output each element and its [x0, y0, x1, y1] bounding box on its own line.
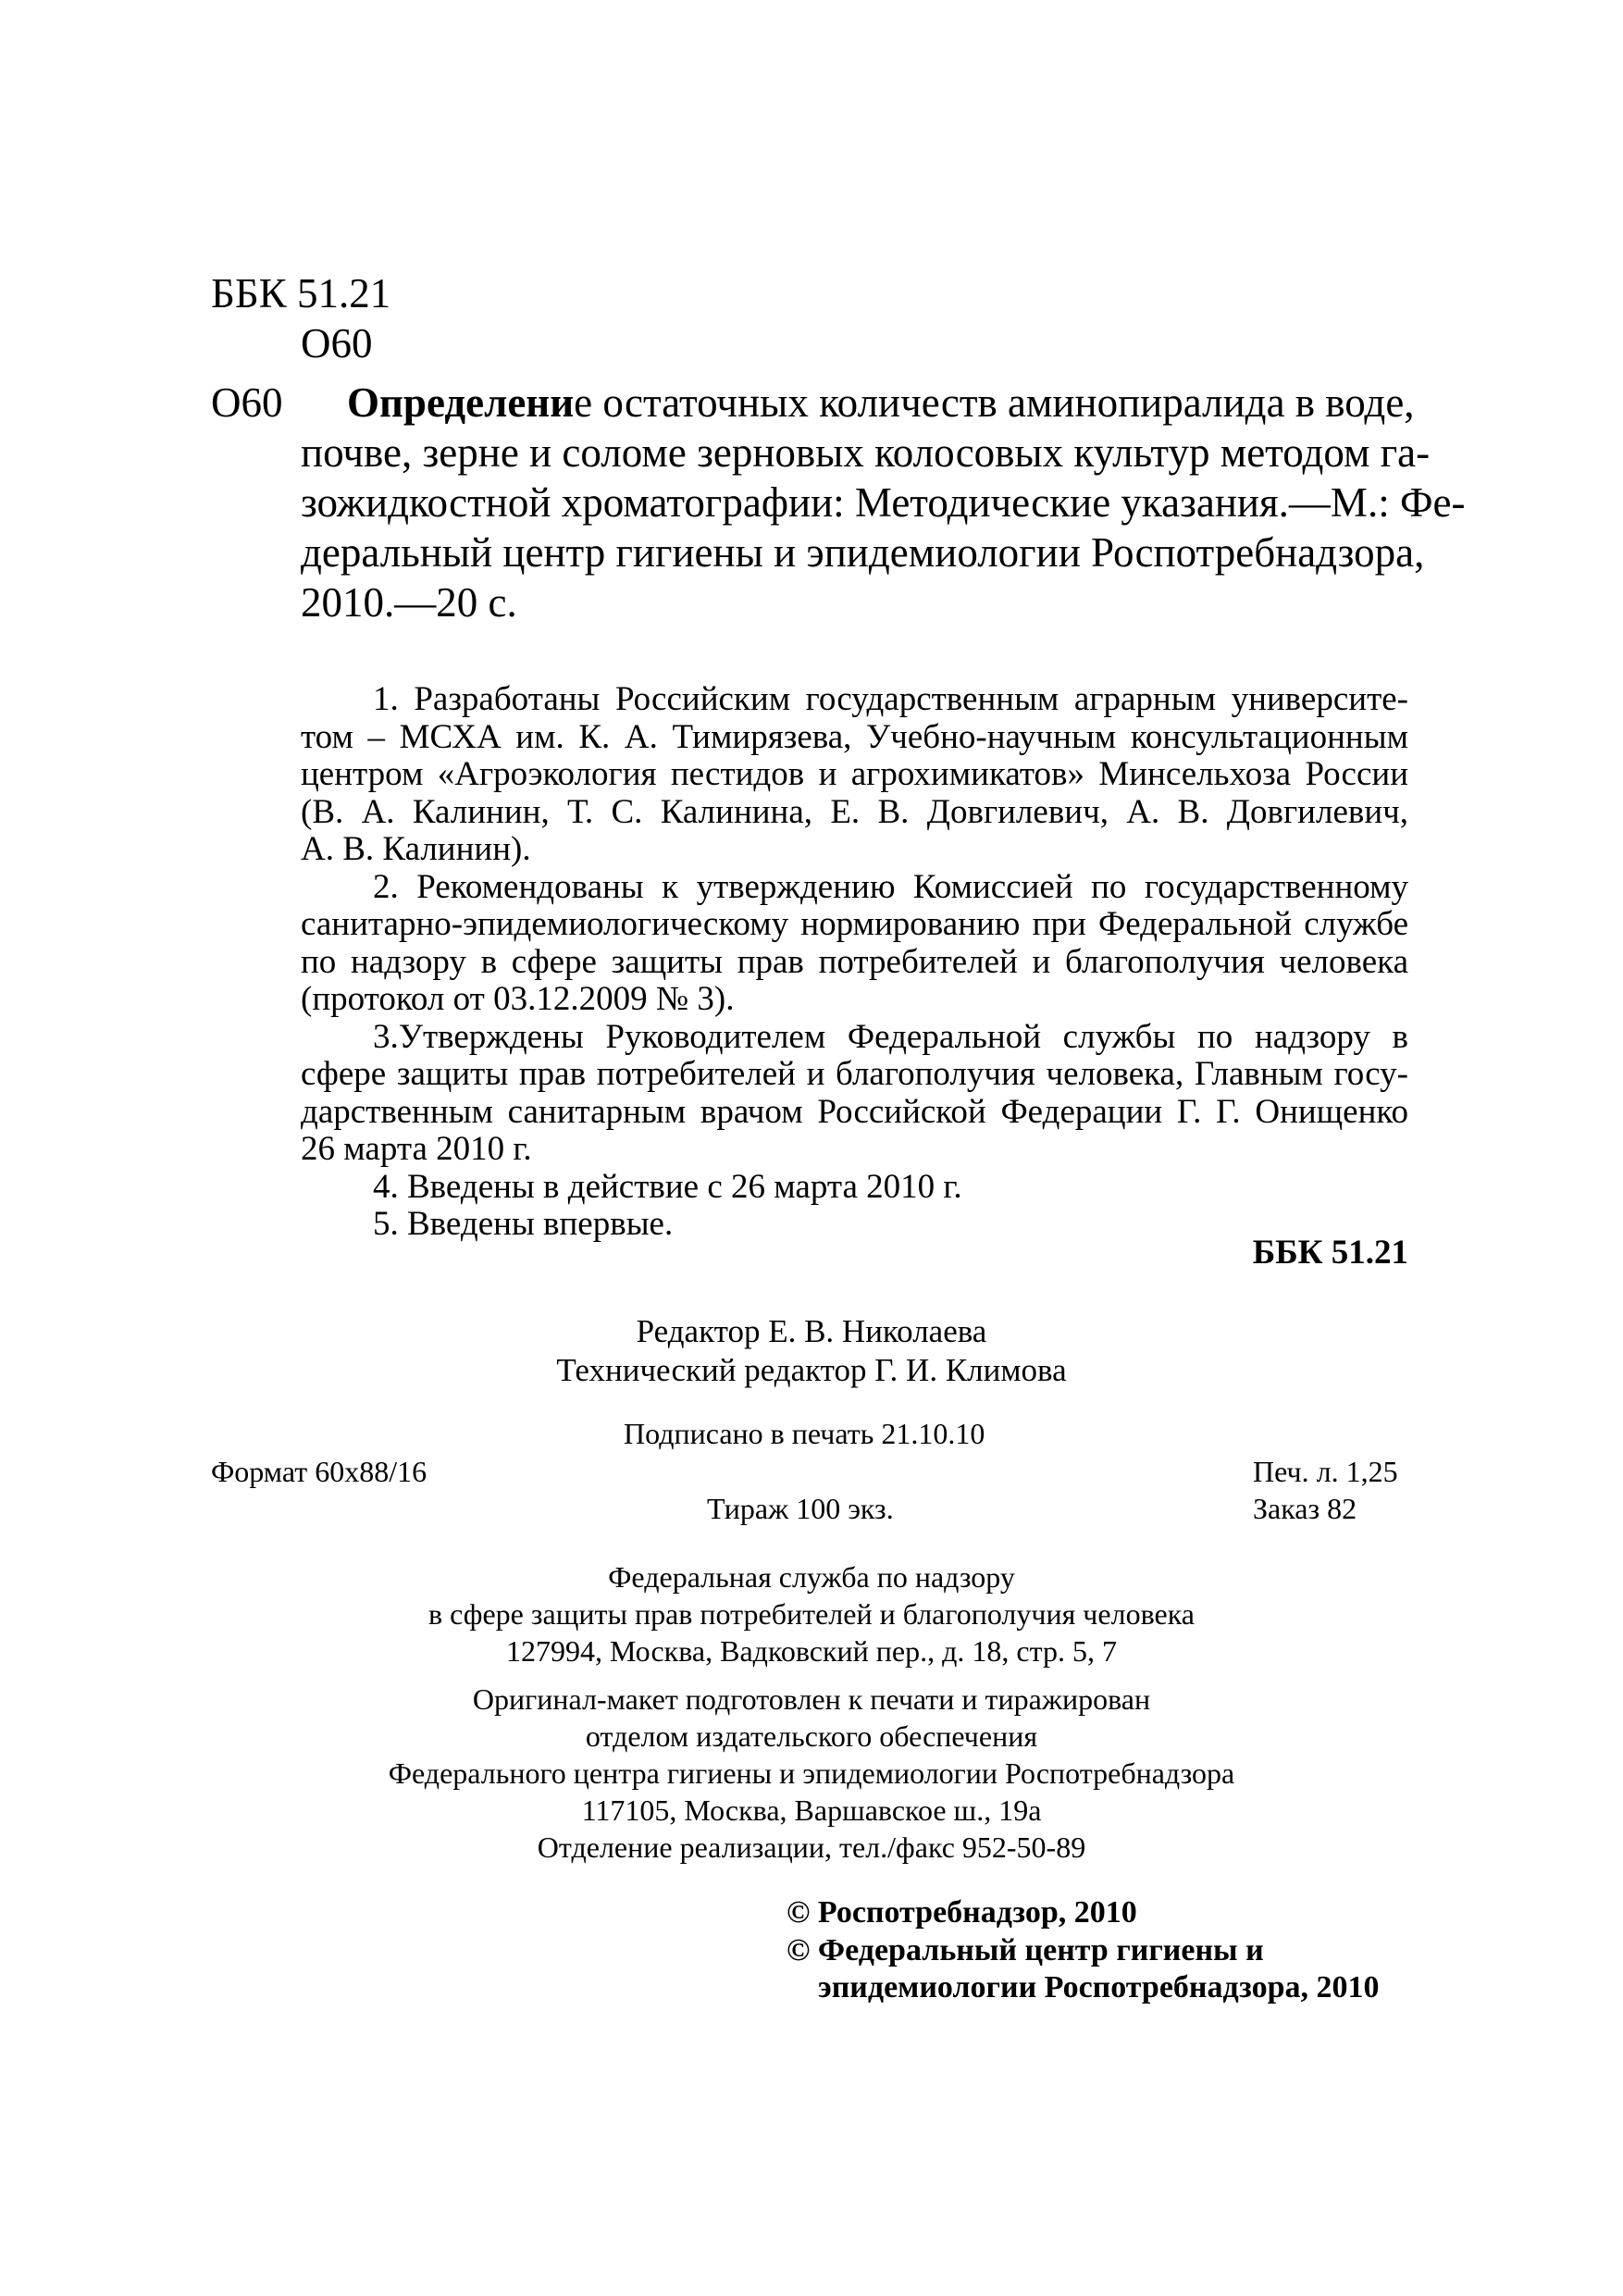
printed-sheets: Печ. л. 1,25 [1253, 1455, 1398, 1488]
publisher-line: Федеральная служба по надзору [608, 1560, 1015, 1594]
note-line: (В. А. Калинин, Т. С. Калинина, Е. В. Довгилевич, А. В. Довгилевич, [301, 792, 1408, 831]
note-4 [301, 1169, 1408, 1207]
printer-line: Федерального центра гигиены и эпидемиологии Роспотребнадзора [388, 1756, 1235, 1790]
note-line: дарственным санитарным врачом Российской Федерации Г. Г. Онищенко [301, 1092, 1408, 1131]
editors-block [0, 1312, 1623, 1390]
copyright-line: © Федеральный центр гигиены и [787, 1932, 1264, 1967]
bbk-index-top: ББК 51.21 [211, 270, 391, 316]
copyright-line: эпидемиологии Роспотребнадзора, 2010 [818, 1970, 1380, 2004]
note-line: (протокол от 03.12.2009 № 3). [301, 980, 735, 1018]
publisher-line: в сфере защиты прав потребителей и благополучия человека [428, 1597, 1195, 1631]
author-sign-left: О60 [211, 379, 283, 426]
copyright-line: © Роспотребнадзор, 2010 [787, 1895, 1137, 1930]
paper-format: Формат 60x88/16 [211, 1455, 427, 1488]
publisher-block [0, 1558, 1623, 1669]
printer-address: 117105, Москва, Варшавское ш., 19а [581, 1793, 1042, 1827]
title-line-1 [301, 378, 1415, 428]
note-line: центром «Агроэкология пестидов и агрохимикатов» Минсельхоза России [301, 755, 1408, 793]
note-line: том – МСХА им. К. А. Тимирязева, Учебно-научным консультационным [301, 717, 1408, 756]
note-line: 5. Введены впервые. [373, 1205, 674, 1243]
printer-line: Оригинал-макет подготовлен к печати и тиражирован [472, 1682, 1151, 1716]
note-line: сфере защиты прав потребителей и благополучия человека, Главным госу- [301, 1055, 1408, 1093]
note-3 [301, 1019, 1408, 1169]
title-line-3: зожидкостной хроматографии: Методические указания.—М.: Фе- [301, 479, 1466, 526]
printer-line: отделом издательского обеспечения [585, 1719, 1038, 1753]
note-line: 26 марта 2010 г. [301, 1130, 532, 1168]
note-line: 4. Введены в действие с 26 марта 2010 г. [373, 1167, 962, 1206]
signed-for-print: Подписано в печать 21.10.10 [624, 1417, 985, 1450]
note-line: 2. Рекомендованы к утверждению Комиссией по государственному [373, 867, 1408, 906]
editor: Редактор Е. В. Николаева [636, 1313, 987, 1349]
author-sign-top: О60 [301, 320, 373, 366]
title-bold-word: Определени [347, 379, 575, 426]
title-line-2: почве, зерне и соломе зерновых колосовых культур методом га- [301, 429, 1431, 476]
sales-contact: Отделение реализации, тел./факс 952-50-89 [537, 1831, 1086, 1864]
copyright-block [787, 1894, 1380, 2007]
note-line: А. В. Калинин). [301, 830, 531, 868]
print-run: Тираж 100 экз. [707, 1492, 894, 1525]
note-line: по надзору в сфере защиты прав потребителей и благополучия человека [301, 942, 1408, 981]
bbk-index-right: ББК 51.21 [1252, 1234, 1408, 1272]
order-number: Заказ 82 [1253, 1492, 1357, 1525]
publisher-address: 127994, Москва, Вадковский пер., д. 18, стр. 5, 7 [506, 1634, 1117, 1668]
bibliographic-title [301, 378, 1466, 627]
note-1 [301, 681, 1408, 869]
title-line-5: 2010.—20 с. [301, 579, 517, 626]
note-line: 3.Утверждены Руководителем Федеральной службы по надзору в [373, 1017, 1408, 1056]
note-2 [301, 869, 1408, 1019]
note-5 [301, 1206, 1408, 1244]
printer-block [0, 1681, 1623, 1866]
note-line: 1. Разработаны Российским государственным аграрным университе- [373, 680, 1408, 718]
development-notes [301, 681, 1408, 1244]
title-line-1-rest: е остаточных количеств аминопиралида в воде, [574, 379, 1415, 426]
technical-editor: Технический редактор Г. И. Климова [556, 1352, 1067, 1388]
title-line-4: деральный центр гигиены и эпидемиологии Роспотребнадзора, [301, 529, 1425, 576]
note-line: санитарно-эпидемиологическому нормированию при Федеральной службе [301, 905, 1408, 943]
